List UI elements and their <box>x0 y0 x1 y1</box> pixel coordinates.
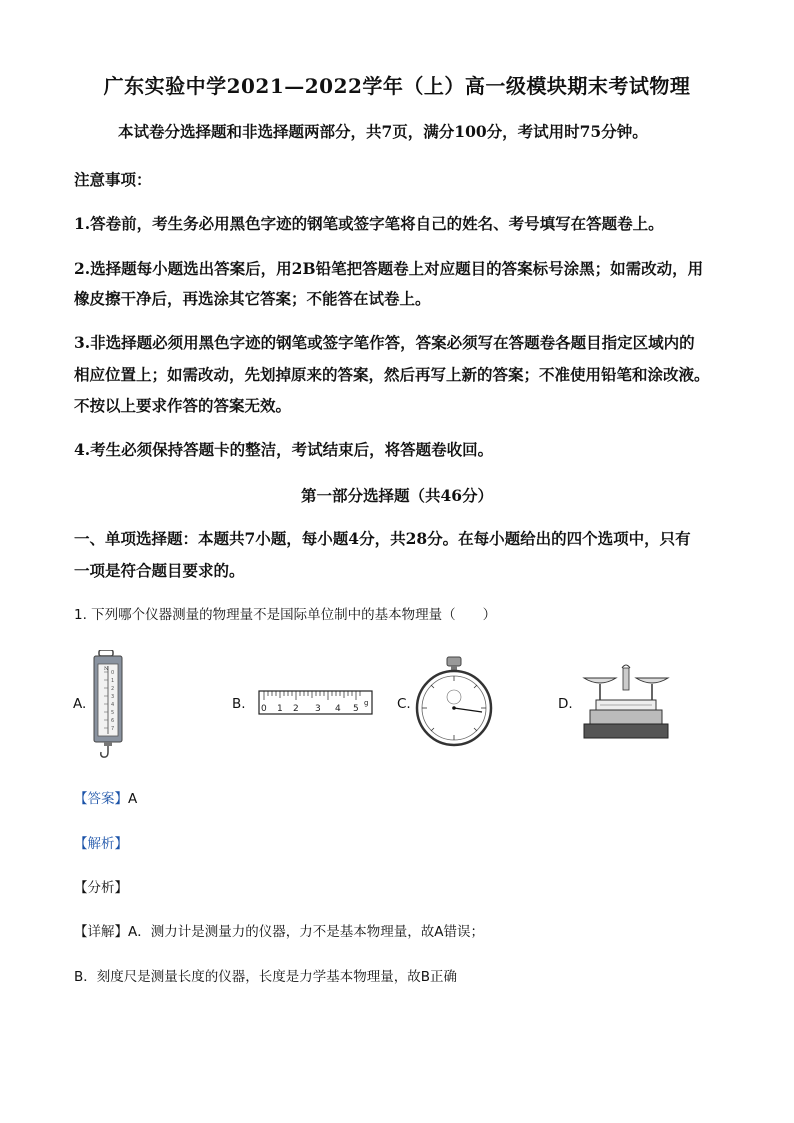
scale-tick-5: 5 <box>111 710 115 716</box>
answer-tag: 【答案】 <box>74 791 128 807</box>
scale-tick-1: 1 <box>111 678 115 684</box>
ruler-tick-1: 1 <box>277 704 283 714</box>
notice-item-1: 1.答卷前，考生务必用黑色字迹的钢笔或签字笔将自己的姓名、考号填写在答题卷上。 <box>74 214 664 233</box>
exam-intro: 本试卷分选择题和非选择题两部分，共7页，满分100分，考试用时75分钟。 <box>118 122 648 141</box>
ruler-tick-3: 3 <box>315 704 321 714</box>
ruler-tick-4: 4 <box>335 704 341 714</box>
part1-instructions-line-2: 一项是符合题目要求的。 <box>74 561 245 580</box>
notice-item-2-line-2: 橡皮擦干净后，再选涂其它答案；不能答在试卷上。 <box>74 289 431 308</box>
option-d-label: D. <box>558 696 573 712</box>
option-c-label: C. <box>397 696 411 712</box>
analysis-label: 【分析】 <box>74 880 128 896</box>
answer-value: A <box>128 791 138 807</box>
scale-tick-2: 2 <box>111 686 115 692</box>
scale-tick-7: 7 <box>111 726 115 732</box>
scale-tick-6: 6 <box>111 718 115 724</box>
section-title: 第一部分选择题（共46分） <box>300 486 494 505</box>
analysis-tag: 【解析】 <box>74 836 128 852</box>
notice-heading: 注意事项： <box>74 170 152 189</box>
answer-line <box>74 787 137 807</box>
notice-item-4: 4.考生必须保持答题卡的整洁，考试结束后，将答题卷收回。 <box>74 440 494 459</box>
option-a-label: A. <box>73 696 87 712</box>
scale-tick-0: 0 <box>111 670 115 676</box>
notice-item-3-line-3: 不按以上要求作答的答案无效。 <box>74 396 292 415</box>
ruler-image <box>258 690 374 716</box>
detail-tag: 【详解】 <box>74 924 128 940</box>
notice-item-3-line-2: 相应位置上；如需改动，先划掉原来的答案，然后再写上新的答案；不准使用铅笔和涂改液。 <box>74 365 710 384</box>
spring-scale-mark: N <box>104 666 109 672</box>
question-1-stem: 1. 下列哪个仪器测量的物理量不是国际单位制中的基本物理量（ ） <box>74 607 497 623</box>
option-b-label: B. <box>232 696 246 712</box>
detail-a-text: A．测力计是测量力的仪器，力不是基本物理量，故A错误； <box>128 924 484 940</box>
ruler-tick-0: 0 <box>261 704 267 714</box>
stopwatch-image <box>414 655 494 747</box>
ruler-tick-2: 2 <box>293 704 299 714</box>
exam-title: 广东实验中学2021—2022学年（上）高一级模块期末考试物理 <box>103 74 691 98</box>
notice-item-2-line-1: 2.选择题每小题选出答案后，用2B铅笔把答题卷上对应题目的答案标号涂黑；如需改动，用 <box>74 259 704 278</box>
ruler-unit: g <box>364 699 369 707</box>
detail-line-b: B．刻度尺是测量长度的仪器，长度是力学基本物理量，故B正确 <box>74 969 458 985</box>
spring-scale-image <box>92 650 126 762</box>
notice-item-3-line-1: 3.非选择题必须用黑色字迹的钢笔或签字笔作答，答案必须写在答题卷各题目指定区域内的 <box>74 333 695 352</box>
part1-instructions-line-1: 一、单项选择题：本题共7小题，每小题4分，共28分。在每小题给出的四个选项中，只有 <box>74 529 691 548</box>
scale-tick-4: 4 <box>111 702 115 708</box>
ruler-tick-5: 5 <box>353 704 359 714</box>
scale-tick-3: 3 <box>111 694 115 700</box>
balance-scale-image <box>582 660 670 744</box>
detail-line-a <box>74 920 484 940</box>
